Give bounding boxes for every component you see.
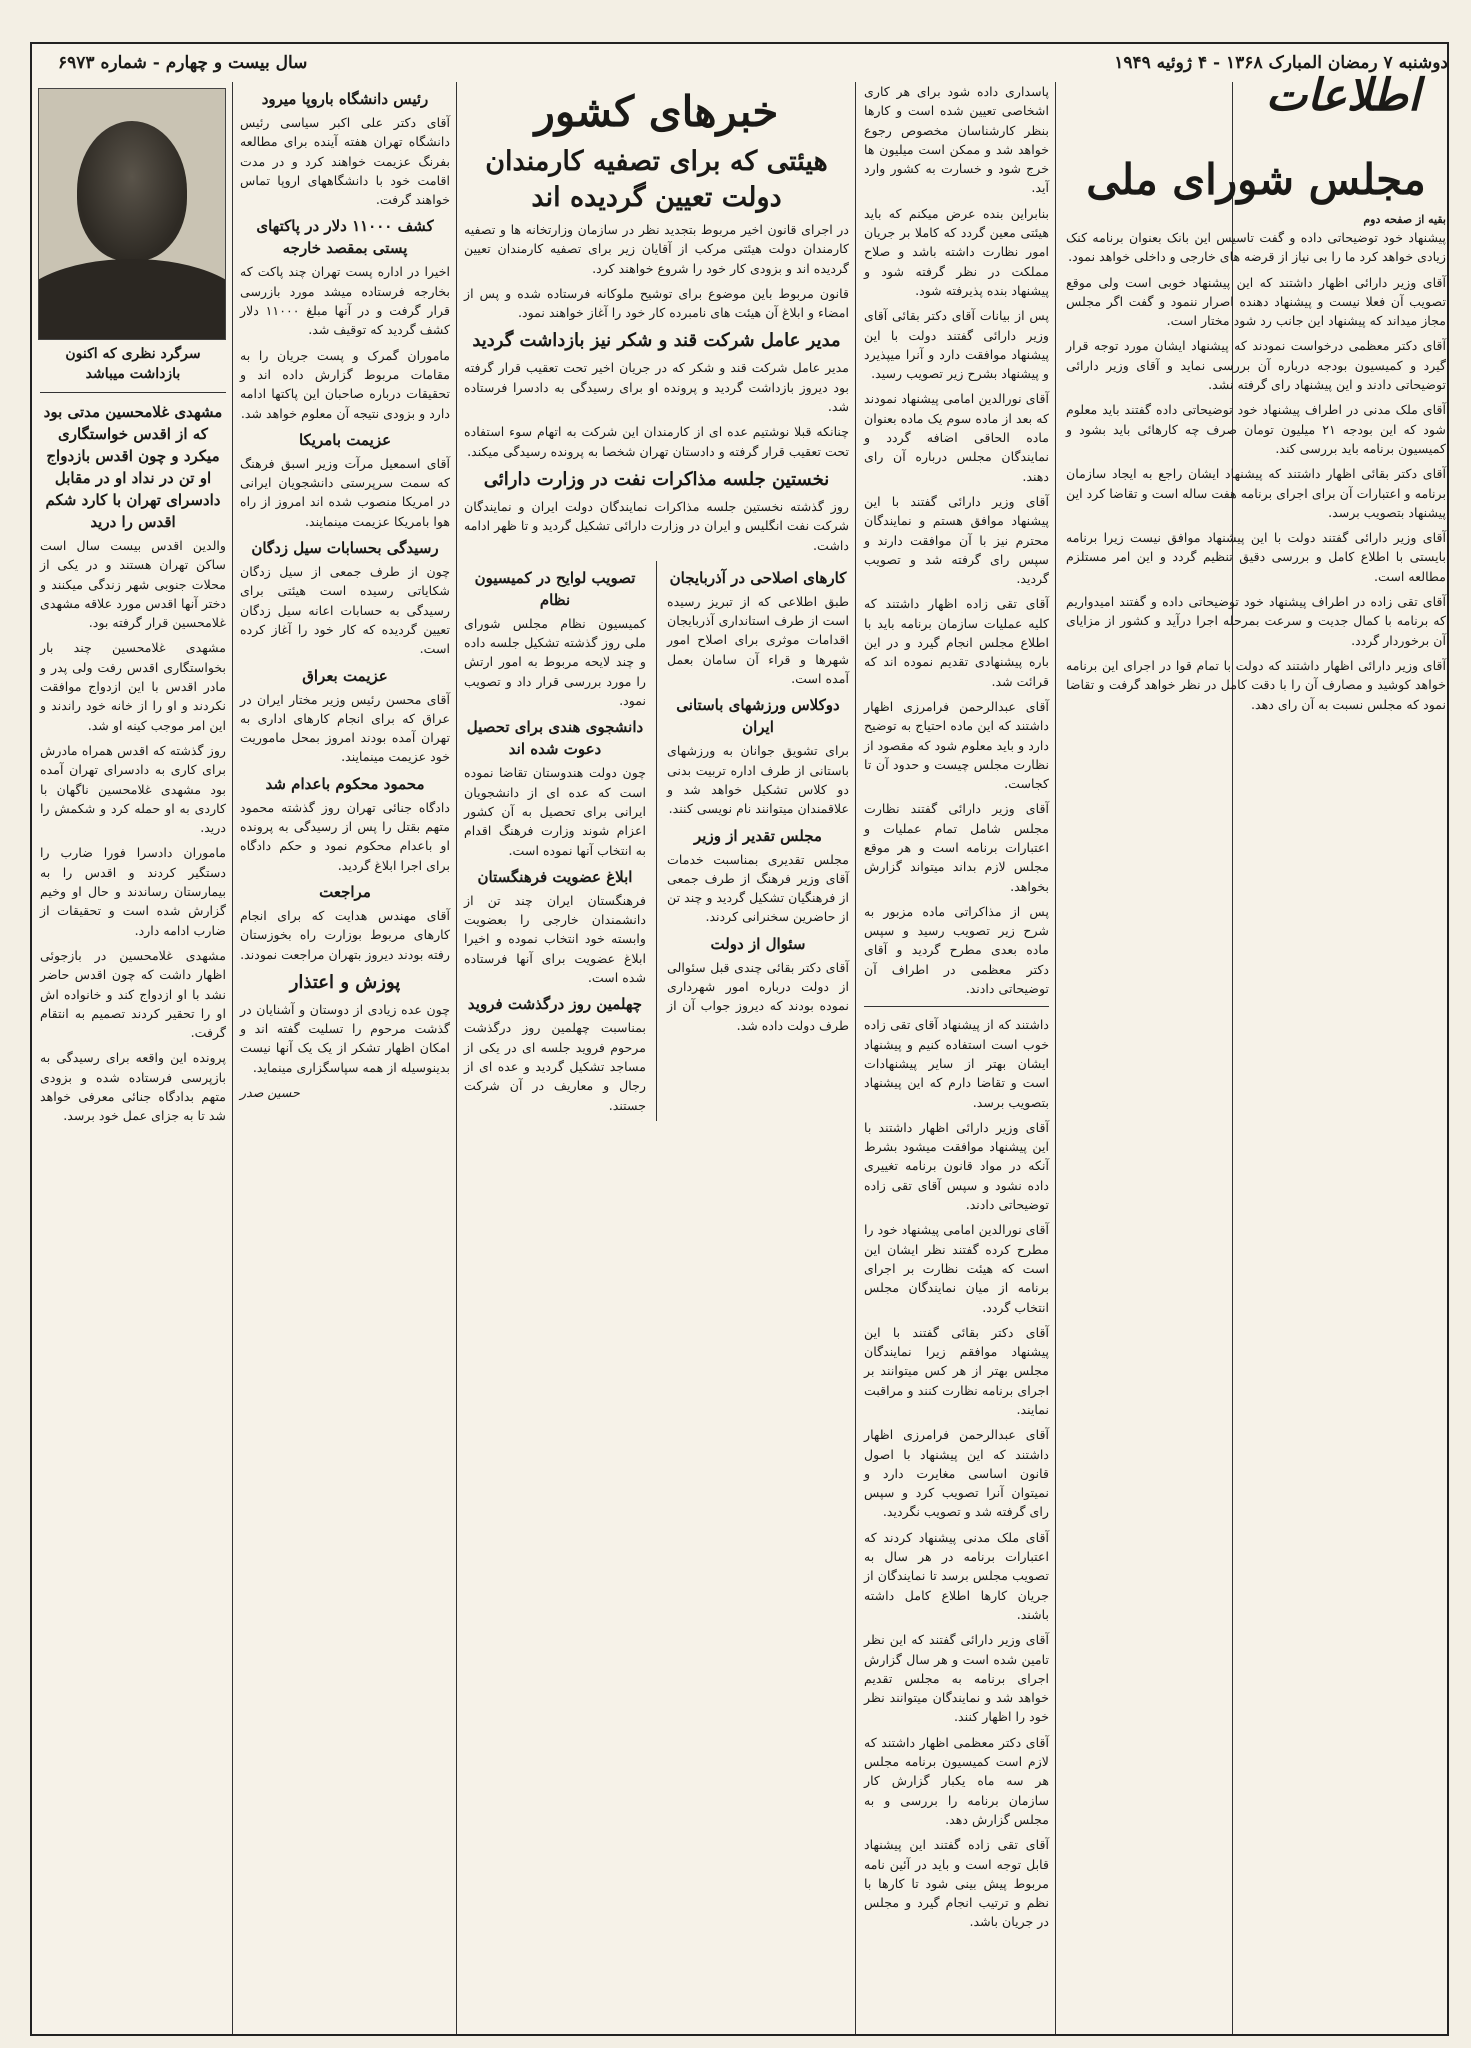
paragraph: آقای مهندس هدایت که برای انجام کارهای مربوط بوزارت راه بخوزستان رفته بودند دیروز بتهران مراجعت نمودند. (240, 907, 450, 962)
paragraph: آقای تقی زاده گفتند این پیشنهاد قابل توجه است و باید در آئین نامه مربوط پیش بینی شود تا کارها با نظم و ترتیب انجام گیرد و مجلس در جریان باشد. (864, 1837, 1049, 1930)
signature: حسین صدر (240, 1084, 300, 1100)
headline-apology: پوزش و اعتذار (289, 971, 401, 993)
paragraph: آقای وزیر دارائی اظهار داشتند با این پیشنهاد موافقت میشود بشرط آنکه در مواد قانون برنامه تغییری داده نشود و سپس آقای تقی زاده توضیحاتی دادند. (864, 1119, 1049, 1213)
paragraph: آقای وزیر دارائی گفتند دولت با این پیشنهاد موافق نیست زیرا برنامه بایستی با اطلاع کامل و بررسی دقیق تنظیم گردد و این امر مستلزم مطالعه است. (1066, 530, 1446, 584)
paragraph: پیشنهاد خود توضیحاتی داده و گفت تاسیس این بانک بعنوان برنامه کنک زیادی خواهد کرد ما را بی نیاز از قرضه های خارجی و داخلی خواهد نمود. (1066, 230, 1446, 265)
paragraph: آقای وزیر دارائی اظهار داشتند که این پیشنهاد خوبی است ولی موقع تصویب آن فعلا نیست و پیشنهاد دهنده اصرار ننمود و گفت اگر مجلس مجاز میداند که پیشنهاد این جانب رد شود مختار است. (1066, 274, 1446, 329)
paragraph: چون عده زیادی از دوستان و آشنایان در گذشت مرحوم را تسلیت گفته اند و امکان اظهار تشکر از یک یک آنها نیست بدینوسیله از همه سپاسگزاری مینماید. (240, 1001, 450, 1075)
headline-sugar: مدیر عامل شرکت قند و شکر نیز بازداشت گردید (472, 330, 841, 352)
paragraph: چون از طرف جمعی از سیل زدگان شکایاتی رسیده است هیئتی برای رسیدگی به حسابات اعانه سیل زدگان تعیین گردیده که کار خود را آغاز کرده است. (240, 564, 450, 657)
paragraph: آقای دکتر بقائی اظهار داشتند که پیشنهاد ایشان راجع به ایجاد سازمان برنامه و اعتبارات آن برای اجرای برنامه هفت ساله است و تقاضا کرد این پیشنهاد بتصویب برسد. (1066, 466, 1446, 520)
paragraph: آقای نورالدین امامی پیشنهاد خود را مطرح کرده گفتند نظر ایشان این است که هیئت نظارت بر اجرای برنامه از میان نمایندگان مجلس انتخاب گردد. (864, 1222, 1049, 1315)
column-majlis-cont (858, 82, 1055, 2040)
headline-memorial: چهلمین روز درگذشت فروید (467, 995, 643, 1014)
headline-iraq: عزیمت بعراق (302, 666, 388, 685)
majlis-subtitle: بقیه از صفحه دوم (1363, 213, 1446, 226)
paragraph: روز گذشته که اقدس همراه مادرش برای کاری به دادسرای تهران آمده بود مشهدی غلامحسین ناگهان با کاردی به او حمله کرد و شکمش را درید. (40, 742, 226, 836)
headline-oil: نخستین جلسه مذاکرات نفت در وزارت دارائی (483, 468, 830, 490)
issue-number: سال بیست و چهارم - شماره ۶۹۷۳ (58, 53, 308, 73)
paragraph: در اجرای قانون اخیر مربوط بتجدید نظر در سازمان وزارتخانه ها و تصفیه کارمندان دولت هیئتی مرکب از آقایان زیر برای تصفیه کارمندان تعیین گردیده اند و بزودی کار خود را شروع خواهند کرد. (464, 222, 849, 276)
column-majlis (1060, 150, 1452, 2040)
paragraph: آقای دکتر معظمی اظهار داشتند که لازم است کمیسیون برنامه مجلس هر سه ماه یکبار گزارش کار سازمان برنامه را بررسی و به مجلس گزارش دهد. (864, 1734, 1049, 1827)
column-rule (1055, 82, 1056, 2034)
paragraph: آقای اسمعیل مرآت وزیر اسبق فرهنگ که سمت سرپرستی دانشجویان ایرانی در امریکا منصوب شده اند امروز از راه هوا بامریکا عزیمت مینمایند. (240, 455, 450, 529)
headline-purge: هیئتی که برای تصفیه کارمندان دولت تعیین گردیده اند (485, 146, 828, 213)
divider (864, 1006, 1049, 1007)
issue-date: دوشنبه ۷ رمضان المبارک ۱۳۶۸ - ۴ ژوئیه ۱۹۴۹ (1114, 53, 1448, 73)
paragraph: روز گذشته نخستین جلسه مذاکرات نمایندگان دولت ایران و نمایندگان شرکت نفت انگلیس و ایران در وزارت دارائی تشکیل گردید و تا ظهر ادامه داشت. (464, 498, 849, 553)
headline-verdict: محمود محکوم باعدام شد (265, 774, 425, 793)
headline-crime: مشهدی غلامحسین مدتی بود که از اقدس خواستگاری میکرد و چون اقدس بازدواج او تن در نداد او در مقابل دادسرای تهران با کارد شکم اقدس را درید (43, 403, 223, 531)
majlis-title: مجلس شورای ملی (1086, 155, 1426, 204)
paragraph: چون دولت هندوستان تقاضا نموده است که عده ای از دانشجویان ایرانی برای تحصیل به آن کشور اعزام شوند وزارت فرهنگ اقدام به انتخاب آنها نموده است. (464, 765, 646, 858)
paragraph: آقای وزیر دارائی گفتند که این نظر تامین شده است و هر سال گزارش اجرای برنامه به مجلس تقدیم خواهد شد و نمایندگان میتوانند نظر خود را اظهار کنند. (864, 1632, 1049, 1725)
portrait-body (38, 259, 226, 340)
masthead-logo: اطلاعات (1265, 70, 1421, 121)
paragraph: پاسداری داده شود برای هر کاری اشخاصی تعیین شده است و کارها بنظر کارشناسان مخصوص رجوع خواهد شد و ممکن است میلیون ها خرج شود و خسارت به کشور وارد آید. (864, 84, 1049, 196)
paragraph: دادگاه جنائی تهران روز گذشته محمود متهم بقتل را پس از رسیدگی به پرونده او باعدام محکوم نمود و حکم دادگاه برای اجرا ابلاغ گردید. (240, 799, 450, 873)
paragraph: آقای نورالدین امامی پیشنهاد نمودند که بعد از ماده سوم یک ماده بعنوان ماده الحاقی اضافه گردد و نمایندگان مجلس درباره آن رای دهند. (864, 391, 1049, 484)
headline-america: عزیمت بامریکا (298, 430, 392, 449)
column-crime-story (34, 82, 232, 2040)
paragraph: مجلس تقدیری بمناسبت خدمات آقای وزیر فرهنگ از طرف جمعی از فرهنگیان تشکیل گردید و چند تن از حاضرین سخنرانی کردند. (667, 851, 849, 925)
paragraph: کمیسیون نظام مجلس شورای ملی روز گذشته تشکیل جلسه داده و چند لایحه مربوط به امور ارتش را مورد بررسی قرار داد و تصویب نمود. (464, 615, 646, 709)
headline-question: سئوال از دولت (710, 934, 806, 953)
portrait-photo (38, 88, 226, 340)
date-bar (58, 48, 1448, 78)
paragraph: آقای محسن رئیس وزیر مختار ایران در عراق که برای انجام کارهای اداری به تهران آمده بودند امروز بمحل ماموریت خود عزیمت مینمایند. (240, 691, 450, 765)
paragraph: اخیرا در اداره پست تهران چند پاکت که بخارجه فرستاده میشد مورد بازرسی قرار گرفت و در آنها مبلغ ۱۱۰۰۰ دلار کشف گردید که توقیف شد. (240, 264, 450, 338)
headline-tribute: مجلس تقدیر از وزیر (694, 826, 822, 845)
paragraph: بمناسبت چهلمین روز درگذشت مرحوم فروید جلسه ای در یکی از مساجد تشکیل گردید و عده ای از رجال و معاریف در آن شرکت جستند. (464, 1020, 646, 1113)
paragraph: پس از مذاکراتی ماده مزبور به شرح زیر تصویب رسید و سپس ماده بعدی مطرح گردید و آقای دکتر معظمی در اطراف آن توضیحاتی دادند. (864, 903, 1049, 997)
headline-military: تصویب لوایح در کمیسیون نظام (474, 568, 636, 609)
paragraph: آقای وزیر دارائی اظهار داشتند که دولت با تمام قوا در اجرای این برنامه خواهد کوشید و مصارف آن را با دقت کامل در نظر خواهد گرفت و تقاضا نمود که مجلس نسبت به آن رای دهد. (1066, 657, 1446, 712)
paragraph: پس از بیانات آقای دکتر بقائی آقای وزیر دارائی گفتند دولت با این پیشنهاد موافقت دارد و آنرا میپذیرد و پیشنهاد بشرح زیر تصویب رسید. (864, 308, 1049, 382)
paragraph: پرونده این واقعه برای رسیدگی به بازپرسی فرستاده شده و بزودی متهم بدادگاه جنائی معرفی خواهد شد تا به جزای عمل خود برسد. (40, 1050, 226, 1124)
portrait-head (77, 121, 187, 261)
headline-azerbaijan: کارهای اصلاحی در آذربایجان (669, 568, 847, 587)
sub-column (464, 561, 646, 1121)
paragraph: مشهدی غلامحسین در بازجوئی اظهار داشت که چون اقدس حاضر نشد با او ازدواج کند و خانواده اش او را تحقیر کردند تصمیم به انتقام گرفت. (40, 947, 226, 1041)
paragraph: بنابراین بنده عرض میکنم که باید هیئتی معین گردد که کاملا بر جریان امور نظارت داشته باشد و صلاح مملکت در نظر گرفته شود و پیشنهاد بنده پذیرفته شود. (864, 205, 1049, 298)
column-short-news (234, 82, 456, 2040)
paragraph: مشهدی غلامحسین چند بار بخواستگاری اقدس رفت ولی پدر و مادر اقدس با این ازدواج موافقت نکردند و او را از خانه خود راندند و این امر موجب کینه او شد. (40, 640, 226, 733)
headline-university: رئیس دانشگاه باروپا میرود (261, 90, 429, 108)
paragraph: آقای دکتر بقائی گفتند با این پیشنهاد موافقم زیرا نمایندگان مجلس بهتر از هر کس میتوانند بر اجرای برنامه نظارت کنند و مراقبت نمایند. (864, 1324, 1049, 1417)
paragraph: آقای دکتر بقائی چندی قبل سئوالی از دولت درباره امور شهرداری نموده بودند که دیروز جواب آن از طرف دولت داده شد. (667, 959, 849, 1033)
headline-dollars: کشف ۱۱۰۰۰ دلار در پاکتهای پستی بمقصد خارجه (256, 217, 434, 258)
paragraph: فرهنگستان ایران چند تن از دانشمندان خارجی را بعضویت وابسته خود انتخاب نموده و اخیرا ابلاغ عضویت برای آنها فرستاده شده است. (464, 892, 646, 986)
paragraph: والدین اقدس بیست سال است ساکن تهران هستند و در یکی از محلات جنوبی شهر زندگی میکنند و دختر آنها اقدس مورد علاقه مشهدی غلامحسین قرار گرفته بود. (40, 538, 226, 631)
headline-students: دانشجوی هندی برای تحصیل دعوت شده اند (466, 718, 644, 759)
paragraph: آقای تقی زاده در اطراف پیشنهاد خود توضیحاتی داده و گفتند امیدواریم که برنامه با کمال جدیت و سرعت بمرحله اجرا درآید و کشور از مزایای آن برخوردار گردد. (1066, 594, 1446, 648)
paragraph: آقای دکتر معظمی درخواست نمودند که پیشنهاد ایشان مورد توجه قرار گیرد و کمیسیون بودجه درباره آن بررسی نماید و آقای وزیر دارائی توضیحاتی دادند و این پیشنهاد رای گرفته نشد. (1066, 338, 1446, 393)
column-rule (232, 82, 233, 2034)
paragraph: ماموران گمرک و پست جریان را به مقامات مربوط گزارش داده اند و تحقیقات درباره صاحبان این پاکتها ادامه دارد و بزودی نتیجه آن معلوم خواهد شد. (240, 347, 450, 421)
paragraph: آقای عبدالرحمن فرامرزی اظهار داشتند که این پیشنهاد با اصول قانون اساسی مغایرت دارد و نمیتوان آنرا تصویب کرد و سپس رای گرفته شد و تصویب نگردید. (864, 1427, 1049, 1520)
paragraph: ماموران دادسرا فورا ضارب را دستگیر کردند و اقدس را به بیمارستان رساندند و حال او وخیم گزارش شده است و تحقیقات از ضارب ادامه دارد. (40, 845, 226, 938)
paragraph: مدیر عامل شرکت قند و شکر که در جریان اخیر تحت تعقیب قرار گرفته بود دیروز بازداشت گردید و پرونده او برای رسیدگی به دادسرا فرستاده شد. (464, 360, 849, 415)
paragraph: آقای ملک مدنی پیشنهاد کردند که اعتبارات برنامه در هر سال به تصویب مجلس برسد تا نمایندگان از جریان کارها اطلاع کامل داشته باشند. (864, 1529, 1049, 1622)
two-col-block (464, 561, 849, 1121)
country-news-title: خبرهای کشور (534, 87, 779, 136)
headline-sports: دوکلاس ورزشهای باستانی ایران (676, 696, 840, 737)
paragraph: آقای تقی زاده اظهار داشتند که کلیه عملیات سازمان برنامه باید با اطلاع مجلس انجام گیرد و در این باره پیشنهادی تقدیم نموده اند که قرائت شد. (864, 596, 1049, 689)
headline-academy: ابلاغ عضویت فرهنگستان (477, 867, 633, 886)
headline-return: مراجعت (319, 882, 371, 901)
column-rule (855, 82, 856, 2034)
paragraph: داشتند که از پیشنهاد آقای تقی زاده خوب است استفاده کنیم و پیشنهاد ایشان بهتر از سایر پیشنهادات است و تقاضا دارم که این پیشنهاد بتصویب برسد. (864, 1017, 1049, 1110)
column-country-news (458, 82, 855, 2040)
paragraph: آقای ملک مدنی در اطراف پیشنهاد خود توضیحاتی داده گفتند باید معلوم شود که این بودجه ۲۱ میلیون تومان صرف چه کارهائی باید بشود و کمیسیون برنامه باید بررسی کند. (1066, 402, 1446, 456)
column-rule (656, 561, 657, 1121)
paragraph: چنانکه قبلا نوشتیم عده ای از کارمندان این شرکت به اتهام سوء استفاده تحت تعقیب قرار گرفته و دادستان تهران شخصا به پرونده رسیدگی میکند. (464, 424, 849, 459)
divider (40, 392, 226, 393)
photo-caption: سرگرد نظری که اکنون بازداشت میباشد (65, 346, 201, 382)
column-rule (456, 82, 457, 2034)
paragraph: آقای وزیر دارائی گفتند با این پیشنهاد موافق هستم و نمایندگان محترم نیز با آن موافقت دارند و سپس رای گرفته شد و تصویب گردید. (864, 493, 1049, 587)
paragraph: طبق اطلاعی که از تبریز رسیده است از طرف استانداری آذربایجان اقدامات موثری برای اصلاح امور شهرها و قراء آن سامان بعمل آمده است. (667, 593, 849, 687)
paragraph: آقای دکتر علی اکبر سیاسی رئیس دانشگاه تهران هفته آینده برای مطالعه بفرنگ عزیمت خواهند کرد و در مدت اقامت خود با دانشگاههای اروپا تماس خواهند گرفت. (240, 115, 450, 208)
paragraph: قانون مربوط باین موضوع برای توشیح ملوکانه فرستاده شده و پس از امضاء و ابلاغ آن هیئت های نامبرده کار خود را آغاز خواهند نمود. (464, 285, 849, 321)
paragraph: برای تشویق جوانان به ورزشهای باستانی از طرف اداره تربیت بدنی دو کلاس تشکیل خواهد شد و علاقمندان میتوانند نام نویسی کنند. (667, 743, 849, 817)
headline-flood: رسیدگی بحسابات سیل زدگان (251, 539, 439, 558)
paragraph: آقای عبدالرحمن فرامرزی اظهار داشتند که این ماده احتیاج به توضیح دارد و باید معلوم شود که مقصود از نظارت مجلس چیست و حدود آن تا کجاست. (864, 698, 1049, 792)
sub-column (667, 561, 849, 1121)
paragraph: آقای وزیر دارائی گفتند نظارت مجلس شامل تمام عملیات و اعتبارات برنامه است و هر موقع مجلس لازم بداند میتواند گزارش بخواهد. (864, 801, 1049, 894)
